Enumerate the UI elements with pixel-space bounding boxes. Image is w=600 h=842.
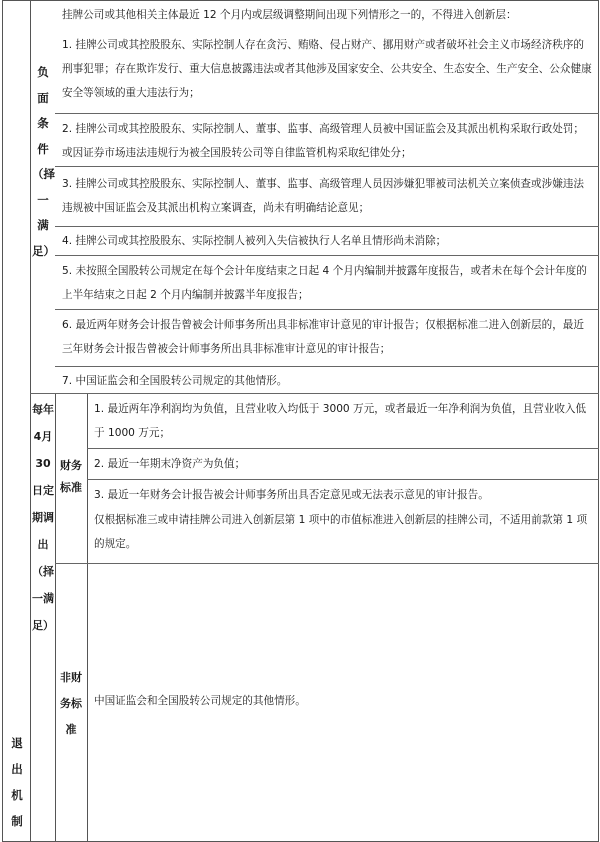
divider-col-2 xyxy=(55,393,56,842)
row-divider xyxy=(55,226,599,227)
financial-standards-label: 财务标准 xyxy=(60,459,82,494)
row-divider xyxy=(55,166,599,167)
non-financial-item: 中国证监会和全国股转公司规定的其他情形。 xyxy=(94,695,306,707)
negative-item-3: 3. 挂牌公司或其控股股东、实际控制人、董事、监事、高级管理人员因涉嫌犯罪被司法机关立案侦查或涉嫌违法违规被中国证监会及其派出机构立案调查，尚未有明确结论意见； xyxy=(62,178,584,214)
negative-item-5: 5. 未按照全国股转公司规定在每个会计年度结束之日起 4 个月内编制并披露年度报告，或者未在每个会计年度的上半年结束之日起 2 个月内编制并披露半年度报告； xyxy=(62,265,587,301)
row-divider xyxy=(55,563,599,564)
financial-item-2: 2. 最近一年期末净资产为负值； xyxy=(94,458,246,470)
negative-item-1: 1. 挂牌公司或其控股股东、实际控制人存在贪污、贿赂、侵占财产、挪用财产或者破坏社会主义市场经济秩序的刑事犯罪；存在欺诈发行、重大信息披露违法或者其他涉及国家安全、公共安全、生态安全、生产安全、公众健康安全等领域的重大违法行为； xyxy=(62,39,592,99)
financial-item-3: 3. 最近一年财务会计报告被会计师事务所出具否定意见或无法表示意见的审计报告。 xyxy=(94,489,489,501)
financial-item-1: 1. 最近两年净利润均为负值，且营业收入均低于 3000 万元，或者最近一年净利润为负值，且营业收入低于 1000 万元； xyxy=(94,403,587,439)
exit-mechanism-label: 退出机制 xyxy=(11,736,23,828)
row-divider xyxy=(55,366,599,367)
non-financial-standards-label: 非财务标准 xyxy=(60,671,82,736)
row-divider xyxy=(55,309,599,310)
row-divider xyxy=(55,113,599,114)
negative-intro: 挂牌公司或其他相关主体最近 12 个月内或层级调整期间出现下列情形之一的，不得进入创新层： xyxy=(62,9,517,21)
row-divider xyxy=(55,255,599,256)
negative-item-4: 4. 挂牌公司或其控股股东、实际控制人被列入失信被执行人名单且情形尚未消除； xyxy=(62,235,447,247)
row-divider xyxy=(87,479,599,480)
divider-col-3 xyxy=(87,393,88,842)
annual-exit-period-label: 每年4月30日定期调出（择一满足） xyxy=(32,403,54,632)
negative-item-2: 2. 挂牌公司或其控股股东、实际控制人、董事、监事、高级管理人员被中国证监会及其派出机构采取行政处罚；或因证券市场违法违规行为被全国股转公司等自律监管机构采取纪律处分； xyxy=(62,123,584,159)
negative-conditions-label: 负面条件（择一满足） xyxy=(32,65,55,258)
row-divider xyxy=(87,448,599,449)
financial-note: 仅根据标准三或申请挂牌公司进入创新层第 1 项中的市值标准进入创新层的挂牌公司，不适用前款第 1 项的规定。 xyxy=(94,514,588,550)
negative-item-6: 6. 最近两年财务会计报告曾被会计师事务所出具非标准审计意见的审计报告；仅根据标准二进入创新层的，最近三年财务会计报告曾被会计师事务所出具非标准审计意见的审计报告； xyxy=(62,319,584,355)
section-divider xyxy=(30,393,599,394)
negative-item-7: 7. 中国证监会和全国股转公司规定的其他情形。 xyxy=(62,375,288,387)
divider-col-1 xyxy=(30,0,31,842)
